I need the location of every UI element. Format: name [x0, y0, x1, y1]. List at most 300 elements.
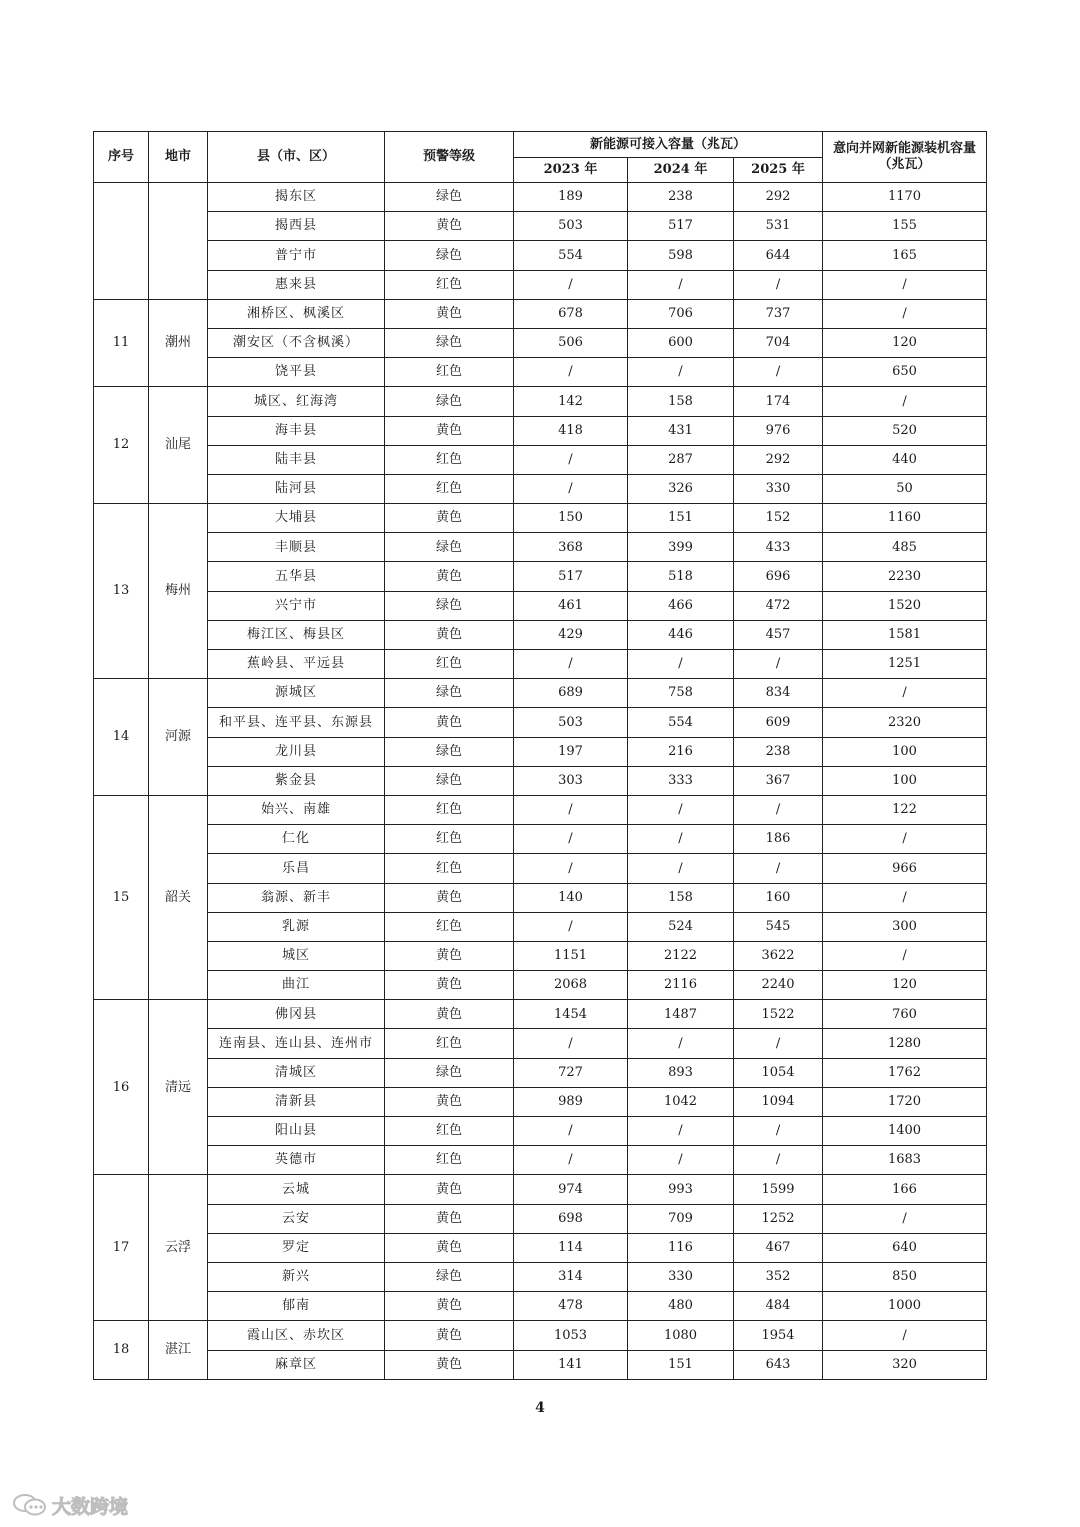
cell-y2024: 446 — [628, 620, 734, 649]
cell-warning: 黄色 — [385, 562, 514, 591]
cell-city: 汕尾 — [149, 387, 208, 504]
cell-intended: 1170 — [823, 183, 987, 212]
cell-intended: 120 — [823, 328, 987, 357]
cell-y2023: 150 — [514, 504, 628, 533]
cell-y2023: / — [514, 270, 628, 299]
cell-y2025: 238 — [734, 737, 823, 766]
cell-county: 仁化 — [208, 825, 385, 854]
cell-y2024: 758 — [628, 679, 734, 708]
cell-county: 潮安区（不含枫溪） — [208, 328, 385, 357]
cell-county: 乳源 — [208, 912, 385, 941]
cell-intended: 760 — [823, 1000, 987, 1029]
cell-y2025: 531 — [734, 212, 823, 241]
cell-y2024: 466 — [628, 591, 734, 620]
cell-y2025: 976 — [734, 416, 823, 445]
cell-y2023: 461 — [514, 591, 628, 620]
cell-y2024: 517 — [628, 212, 734, 241]
cell-warning: 红色 — [385, 445, 514, 474]
cell-county: 城区 — [208, 941, 385, 970]
header-year-2025: 2025 年 — [734, 158, 823, 183]
cell-intended: 120 — [823, 971, 987, 1000]
cell-y2024: / — [628, 825, 734, 854]
table-row — [94, 445, 987, 474]
cell-seq: 16 — [94, 1000, 149, 1175]
cell-warning: 黄色 — [385, 1350, 514, 1379]
cell-y2024: 158 — [628, 387, 734, 416]
cell-county: 罗定 — [208, 1233, 385, 1262]
cell-seq: 13 — [94, 504, 149, 679]
cell-seq — [94, 183, 149, 300]
cell-intended: 2230 — [823, 562, 987, 591]
cell-y2024: / — [628, 854, 734, 883]
cell-intended: / — [823, 883, 987, 912]
cell-y2025: 292 — [734, 445, 823, 474]
cell-county: 连南县、连山县、连州市 — [208, 1029, 385, 1058]
cell-warning: 绿色 — [385, 737, 514, 766]
cell-warning: 黄色 — [385, 620, 514, 649]
cell-city: 梅州 — [149, 504, 208, 679]
cell-warning: 红色 — [385, 270, 514, 299]
cell-intended: 1762 — [823, 1058, 987, 1087]
cell-y2023: 478 — [514, 1292, 628, 1321]
cell-y2023: 197 — [514, 737, 628, 766]
cell-y2023: 554 — [514, 241, 628, 270]
cell-y2024: / — [628, 270, 734, 299]
cell-y2025: 472 — [734, 591, 823, 620]
table-row — [94, 883, 987, 912]
cell-y2024: 706 — [628, 299, 734, 328]
cell-y2024: / — [628, 1146, 734, 1175]
cell-intended: 650 — [823, 358, 987, 387]
cell-y2025: 367 — [734, 766, 823, 795]
cell-county: 曲江 — [208, 971, 385, 1000]
cell-intended: / — [823, 679, 987, 708]
cell-y2023: / — [514, 912, 628, 941]
cell-y2025: / — [734, 1146, 823, 1175]
cell-county: 翁源、新丰 — [208, 883, 385, 912]
cell-county: 惠来县 — [208, 270, 385, 299]
table-row — [94, 1292, 987, 1321]
cell-intended: 2320 — [823, 708, 987, 737]
table-row — [94, 241, 987, 270]
cell-seq: 15 — [94, 795, 149, 999]
cell-y2023: 314 — [514, 1262, 628, 1291]
cell-y2025: / — [734, 650, 823, 679]
cell-county: 梅江区、梅县区 — [208, 620, 385, 649]
cell-y2025: 186 — [734, 825, 823, 854]
cell-y2025: 457 — [734, 620, 823, 649]
cell-intended: 520 — [823, 416, 987, 445]
cell-county: 湘桥区、枫溪区 — [208, 299, 385, 328]
cell-y2025: 1954 — [734, 1321, 823, 1350]
cell-county: 霞山区、赤坎区 — [208, 1321, 385, 1350]
cell-y2023: 140 — [514, 883, 628, 912]
cell-y2024: 216 — [628, 737, 734, 766]
table-row — [94, 1087, 987, 1116]
cell-intended: 1280 — [823, 1029, 987, 1058]
cell-county: 麻章区 — [208, 1350, 385, 1379]
cell-y2024: / — [628, 650, 734, 679]
cell-county: 城区、红海湾 — [208, 387, 385, 416]
cell-y2023: 503 — [514, 212, 628, 241]
cell-y2023: 974 — [514, 1175, 628, 1204]
cell-city: 潮州 — [149, 299, 208, 387]
cell-y2025: / — [734, 358, 823, 387]
cell-y2024: 151 — [628, 1350, 734, 1379]
cell-county: 丰顺县 — [208, 533, 385, 562]
cell-intended: 100 — [823, 737, 987, 766]
cell-y2025: 696 — [734, 562, 823, 591]
cell-y2025: 737 — [734, 299, 823, 328]
cell-warning: 红色 — [385, 358, 514, 387]
table-row — [94, 328, 987, 357]
cell-y2023: / — [514, 1029, 628, 1058]
cell-county: 陆丰县 — [208, 445, 385, 474]
cell-intended: 1520 — [823, 591, 987, 620]
table-row — [94, 971, 987, 1000]
table-row — [94, 1058, 987, 1087]
cell-y2024: / — [628, 358, 734, 387]
table-row — [94, 620, 987, 649]
cell-y2024: 333 — [628, 766, 734, 795]
cell-intended: 640 — [823, 1233, 987, 1262]
cell-y2025: 1599 — [734, 1175, 823, 1204]
cell-y2024: 480 — [628, 1292, 734, 1321]
cell-city: 韶关 — [149, 795, 208, 999]
cell-y2025: 292 — [734, 183, 823, 212]
cell-intended: 1581 — [823, 620, 987, 649]
cell-y2023: 1454 — [514, 1000, 628, 1029]
cell-warning: 红色 — [385, 474, 514, 503]
cell-y2023: / — [514, 825, 628, 854]
table-row — [94, 1000, 987, 1029]
cell-county: 云安 — [208, 1204, 385, 1233]
cell-y2024: 399 — [628, 533, 734, 562]
cell-county: 郁南 — [208, 1292, 385, 1321]
cell-y2023: / — [514, 1146, 628, 1175]
header-intended: 意向并网新能源装机容量（兆瓦） — [823, 132, 987, 183]
cell-intended: 1251 — [823, 650, 987, 679]
cell-y2024: 598 — [628, 241, 734, 270]
cell-y2023: 503 — [514, 708, 628, 737]
header-year-2023: 2023 年 — [514, 158, 628, 183]
cell-city: 云浮 — [149, 1175, 208, 1321]
cell-intended: 166 — [823, 1175, 987, 1204]
cell-y2025: 2240 — [734, 971, 823, 1000]
cell-y2025: 1094 — [734, 1087, 823, 1116]
cell-y2025: 160 — [734, 883, 823, 912]
cell-warning: 红色 — [385, 825, 514, 854]
cell-y2024: 518 — [628, 562, 734, 591]
cell-warning: 黄色 — [385, 941, 514, 970]
cell-intended: 320 — [823, 1350, 987, 1379]
cell-warning: 红色 — [385, 795, 514, 824]
table-row — [94, 679, 987, 708]
cell-y2025: 644 — [734, 241, 823, 270]
cell-seq: 12 — [94, 387, 149, 504]
cell-seq: 17 — [94, 1175, 149, 1321]
cell-intended: / — [823, 825, 987, 854]
cell-warning: 黄色 — [385, 504, 514, 533]
cell-y2024: 993 — [628, 1175, 734, 1204]
cell-y2024: 709 — [628, 1204, 734, 1233]
cell-seq: 18 — [94, 1321, 149, 1379]
table-row — [94, 1204, 987, 1233]
cell-intended: 1683 — [823, 1146, 987, 1175]
cell-y2025: 174 — [734, 387, 823, 416]
cell-intended: 1720 — [823, 1087, 987, 1116]
header-year-2024: 2024 年 — [628, 158, 734, 183]
page-number: 4 — [535, 1400, 545, 1416]
cell-warning: 绿色 — [385, 1058, 514, 1087]
cell-y2023: 678 — [514, 299, 628, 328]
cell-county: 佛冈县 — [208, 1000, 385, 1029]
cell-y2024: 1080 — [628, 1321, 734, 1350]
cell-y2024: 431 — [628, 416, 734, 445]
cell-warning: 绿色 — [385, 183, 514, 212]
table-row — [94, 562, 987, 591]
cell-warning: 黄色 — [385, 1087, 514, 1116]
cell-y2023: 517 — [514, 562, 628, 591]
cell-warning: 绿色 — [385, 533, 514, 562]
cell-intended: / — [823, 941, 987, 970]
cell-warning: 红色 — [385, 1146, 514, 1175]
cell-county: 始兴、南雄 — [208, 795, 385, 824]
cell-y2023: 1053 — [514, 1321, 628, 1350]
table-row — [94, 795, 987, 824]
cell-intended: 165 — [823, 241, 987, 270]
cell-county: 新兴 — [208, 1262, 385, 1291]
cell-y2023: / — [514, 795, 628, 824]
watermark — [12, 1490, 152, 1520]
cell-warning: 黄色 — [385, 708, 514, 737]
cell-y2023: 303 — [514, 766, 628, 795]
table-row — [94, 854, 987, 883]
cell-warning: 绿色 — [385, 766, 514, 795]
chat-bubbles-icon — [12, 1492, 48, 1518]
cell-warning: 红色 — [385, 1029, 514, 1058]
cell-city — [149, 183, 208, 300]
cell-county: 英德市 — [208, 1146, 385, 1175]
cell-y2024: 330 — [628, 1262, 734, 1291]
cell-y2025: 643 — [734, 1350, 823, 1379]
cell-y2025: 3622 — [734, 941, 823, 970]
cell-y2024: / — [628, 1117, 734, 1146]
cell-county: 揭东区 — [208, 183, 385, 212]
cell-y2023: 114 — [514, 1233, 628, 1262]
cell-warning: 黄色 — [385, 883, 514, 912]
header-warning: 预警等级 — [385, 132, 514, 183]
table-row — [94, 1146, 987, 1175]
cell-county: 饶平县 — [208, 358, 385, 387]
cell-warning: 黄色 — [385, 1000, 514, 1029]
cell-intended: / — [823, 299, 987, 328]
table-row — [94, 358, 987, 387]
cell-county: 清城区 — [208, 1058, 385, 1087]
cell-y2024: 326 — [628, 474, 734, 503]
cell-county: 兴宁市 — [208, 591, 385, 620]
cell-warning: 绿色 — [385, 1262, 514, 1291]
header-city: 地市 — [149, 132, 208, 183]
cell-y2024: 524 — [628, 912, 734, 941]
cell-intended: 122 — [823, 795, 987, 824]
cell-y2025: 330 — [734, 474, 823, 503]
cell-county: 云城 — [208, 1175, 385, 1204]
cell-intended: 50 — [823, 474, 987, 503]
cell-county: 乐昌 — [208, 854, 385, 883]
cell-county: 紫金县 — [208, 766, 385, 795]
cell-city: 清远 — [149, 1000, 208, 1175]
cell-warning: 绿色 — [385, 387, 514, 416]
table-row — [94, 737, 987, 766]
cell-warning: 黄色 — [385, 299, 514, 328]
cell-city: 湛江 — [149, 1321, 208, 1379]
cell-y2025: / — [734, 854, 823, 883]
cell-y2023: 2068 — [514, 971, 628, 1000]
table-row — [94, 1350, 987, 1379]
cell-y2024: 893 — [628, 1058, 734, 1087]
cell-intended: / — [823, 1321, 987, 1350]
cell-seq: 11 — [94, 299, 149, 387]
cell-warning: 黄色 — [385, 1292, 514, 1321]
cell-seq: 14 — [94, 679, 149, 796]
cell-y2023: / — [514, 650, 628, 679]
cell-intended: 155 — [823, 212, 987, 241]
table-row — [94, 533, 987, 562]
cell-county: 阳山县 — [208, 1117, 385, 1146]
cell-y2023: 429 — [514, 620, 628, 649]
table-row — [94, 825, 987, 854]
cell-y2025: / — [734, 1029, 823, 1058]
cell-county: 和平县、连平县、东源县 — [208, 708, 385, 737]
cell-y2023: 142 — [514, 387, 628, 416]
cell-y2024: 1487 — [628, 1000, 734, 1029]
table-row — [94, 474, 987, 503]
cell-y2024: / — [628, 795, 734, 824]
cell-y2023: / — [514, 474, 628, 503]
cell-y2023: 727 — [514, 1058, 628, 1087]
table-row — [94, 1029, 987, 1058]
cell-county: 源城区 — [208, 679, 385, 708]
cell-warning: 黄色 — [385, 1175, 514, 1204]
table-row — [94, 912, 987, 941]
cell-y2023: 1151 — [514, 941, 628, 970]
table-row — [94, 941, 987, 970]
cell-intended: 1000 — [823, 1292, 987, 1321]
cell-y2025: / — [734, 270, 823, 299]
table-row — [94, 1117, 987, 1146]
cell-warning: 红色 — [385, 912, 514, 941]
cell-warning: 绿色 — [385, 591, 514, 620]
cell-y2024: 158 — [628, 883, 734, 912]
cell-county: 龙川县 — [208, 737, 385, 766]
cell-y2024: 151 — [628, 504, 734, 533]
cell-y2023: 141 — [514, 1350, 628, 1379]
table-row — [94, 416, 987, 445]
cell-warning: 绿色 — [385, 679, 514, 708]
cell-intended: 850 — [823, 1262, 987, 1291]
cell-y2024: 2116 — [628, 971, 734, 1000]
table-row — [94, 1262, 987, 1291]
cell-county: 揭西县 — [208, 212, 385, 241]
cell-warning: 绿色 — [385, 241, 514, 270]
cell-warning: 黄色 — [385, 1204, 514, 1233]
cell-y2025: 1252 — [734, 1204, 823, 1233]
cell-y2025: 352 — [734, 1262, 823, 1291]
cell-y2023: 698 — [514, 1204, 628, 1233]
cell-county: 清新县 — [208, 1087, 385, 1116]
cell-y2024: 2122 — [628, 941, 734, 970]
cell-y2023: / — [514, 1117, 628, 1146]
cell-y2023: / — [514, 358, 628, 387]
cell-county: 陆河县 — [208, 474, 385, 503]
cell-y2025: 1054 — [734, 1058, 823, 1087]
cell-intended: 1400 — [823, 1117, 987, 1146]
cell-y2025: / — [734, 795, 823, 824]
cell-intended: / — [823, 270, 987, 299]
header-county: 县（市、区） — [208, 132, 385, 183]
table-row — [94, 1233, 987, 1262]
cell-intended: / — [823, 1204, 987, 1233]
cell-intended: 440 — [823, 445, 987, 474]
watermark-text: 大数跨境 — [52, 1495, 129, 1518]
cell-warning: 黄色 — [385, 212, 514, 241]
table-row — [94, 504, 987, 533]
table-row — [94, 387, 987, 416]
capacity-table — [93, 131, 987, 1380]
cell-city: 河源 — [149, 679, 208, 796]
cell-county: 大埔县 — [208, 504, 385, 533]
cell-warning: 黄色 — [385, 1233, 514, 1262]
cell-warning: 红色 — [385, 650, 514, 679]
cell-y2023: 418 — [514, 416, 628, 445]
table-row — [94, 708, 987, 737]
table-row — [94, 183, 987, 212]
table-row — [94, 1321, 987, 1350]
cell-intended: / — [823, 387, 987, 416]
cell-y2023: 506 — [514, 328, 628, 357]
cell-intended: 100 — [823, 766, 987, 795]
cell-y2023: 689 — [514, 679, 628, 708]
table-row — [94, 766, 987, 795]
cell-warning: 黄色 — [385, 1321, 514, 1350]
cell-warning: 红色 — [385, 854, 514, 883]
table-row — [94, 650, 987, 679]
cell-warning: 红色 — [385, 1117, 514, 1146]
table-row — [94, 591, 987, 620]
cell-warning: 黄色 — [385, 971, 514, 1000]
table-body — [94, 183, 987, 1380]
cell-intended: 300 — [823, 912, 987, 941]
cell-y2025: / — [734, 1117, 823, 1146]
cell-county: 普宁市 — [208, 241, 385, 270]
cell-y2025: 484 — [734, 1292, 823, 1321]
cell-y2023: / — [514, 854, 628, 883]
table-row — [94, 212, 987, 241]
cell-intended: 485 — [823, 533, 987, 562]
cell-y2025: 1522 — [734, 1000, 823, 1029]
cell-y2025: 834 — [734, 679, 823, 708]
cell-y2025: 433 — [734, 533, 823, 562]
table-row — [94, 1175, 987, 1204]
header-capacity: 新能源可接入容量（兆瓦） — [514, 132, 823, 158]
cell-intended: 966 — [823, 854, 987, 883]
table-row — [94, 270, 987, 299]
cell-y2023: 189 — [514, 183, 628, 212]
cell-y2023: / — [514, 445, 628, 474]
cell-y2025: 152 — [734, 504, 823, 533]
cell-y2024: 600 — [628, 328, 734, 357]
